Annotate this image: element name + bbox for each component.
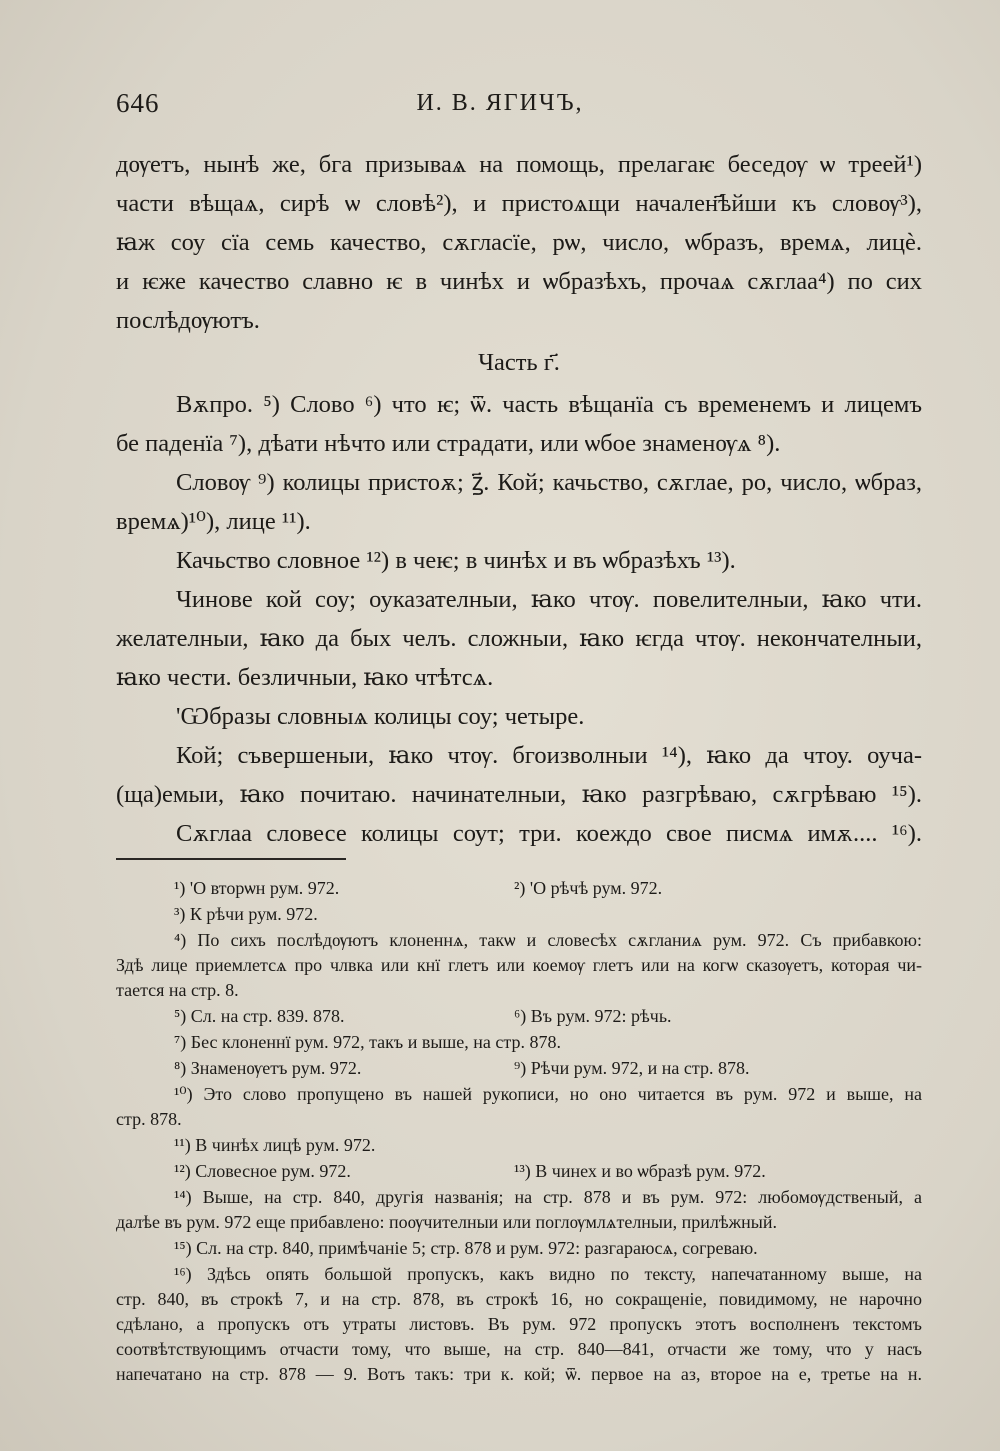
text-line: Чинове кой соу; оуказателныи, ꙗко чтѹ. повелителныи, ꙗко чти. [176, 586, 922, 613]
footnote: ⁴) По сихъ послѣдѹютъ клоненнѧ, такѡ и словесѣх сѫгланиѧ рум. 972. Съ прибавкою: [174, 930, 922, 950]
text-line: Словѹ ⁹) колицы пристоѫ; ꙁ҃. Кой; качьство, сѫглае, ро, число, ѡбраз, [176, 469, 922, 496]
text-line: дѹетъ, нынѣ же, бга призываѧ на помощь, прелагаѥ беседѹ ѡ треей¹) [116, 151, 922, 178]
text-line: Качьство словное ¹²) в чеѥ; в чинѣх и въ ѡбразѣхъ ¹³). [176, 547, 736, 574]
footnote-separator [116, 858, 346, 860]
text-line: ꙗж соу сїа семь качество, сѫгласїе, рѡ, число, ѡбразъ, времѧ, лицѐ. [116, 229, 922, 256]
footnote: далѣе въ рум. 972 еще прибавлено: поѹчителныи или поглѹмлѧтелныи, прилѣжный. [116, 1212, 777, 1232]
footnote: стр. 840, въ строкѣ 7, и на стр. 878, въ строкѣ 16, но сокращеніе, повидимому, не нарочно [116, 1289, 922, 1309]
footnote: ¹²) Словесное рум. 972. [174, 1161, 351, 1181]
footnote: ¹) 'О вторѡн рум. 972. [174, 878, 340, 898]
text-line: (ща)емыи, ꙗко почитаю. начинателныи, ꙗко разгрѣваю, сѫгрѣваю ¹⁵). [116, 781, 922, 808]
footnote: тается на стр. 8. [116, 980, 239, 1000]
running-head: И. В. ЯГИЧЪ, [416, 90, 584, 116]
page-number: 646 [116, 88, 160, 118]
footnote: ⁸) Знаменѹетъ рум. 972. [174, 1058, 362, 1078]
footnote: Здѣ лице приемлетсѧ про члвка или кнї глетъ или коемѹ глетъ или на когѡ сказѹетъ, которая чи- [116, 955, 922, 975]
footnote-row [174, 1004, 922, 1028]
text-line: части вѣщаѧ, сирѣ ѡ словѣ²), и пристоѧщи начален҃ѣйши къ словѹ³), [116, 190, 922, 217]
text-line: Сѫглаа словесе колицы соут; три. коеждо свое писмѧ имѫ.... ¹⁶). [176, 820, 922, 847]
footnote: ⁹) Рѣчи рум. 972, и на стр. 878. [514, 1058, 750, 1078]
footnote-row [174, 876, 922, 900]
footnote: соотвѣтствующимъ отчасти тому, что выше, на стр. 840—841, отчасти же тому, что у насъ [116, 1339, 922, 1359]
text-line: Вѫпро. ⁵) Слово ⁶) что ѥ; ѿ. часть вѣщанїа съ временемъ и лицемъ [176, 391, 922, 418]
footnote: ¹³) В чинех и во ѡбразѣ рум. 972. [514, 1161, 766, 1181]
footnote-row [174, 1056, 922, 1080]
footnote: ³) К рѣчи рум. 972. [174, 904, 318, 924]
footnote: напечатано на стр. 878 — 9. Вотъ такъ: три к. кой; ѿ. первое на аз, второе на е, третье на н. [116, 1364, 922, 1384]
footnote: ¹⁰) Это слово пропущено въ нашей рукописи, но оно читается въ рум. 972 и выше, на [174, 1084, 922, 1104]
footnote: ¹¹) В чинѣх лицѣ рум. 972. [174, 1135, 376, 1155]
footnote: ⁶) Въ рум. 972: рѣчь. [514, 1006, 672, 1026]
text-line: Кой; съвершеныи, ꙗко чтѹ. бгоизволныи ¹⁴), ꙗко да чтоу. оуча- [176, 742, 922, 769]
page-header [116, 88, 884, 124]
footnote: стр. 878. [116, 1109, 182, 1129]
text-line: ꙗко чести. безличныи, ꙗко чтѣтсѧ. [116, 664, 494, 691]
text-line: послѣдѹютъ. [116, 307, 260, 334]
text-line: и ѥже качество славно ѥ в чинѣх и ѡбразѣхъ, прочаѧ сѫглаа⁴) по сих [116, 268, 922, 295]
text-line: 'Ѡбразы словныѧ колицы соу; четыре. [176, 703, 585, 730]
footnote: ⁵) Сл. на стр. 839. 878. [174, 1006, 345, 1026]
footnote-row [174, 1159, 922, 1183]
footnote: ¹⁶) Здѣсь опять большой пропускъ, какъ видно по тексту, напечатанному выше, на [174, 1264, 922, 1284]
footnote: сдѣлано, а пропускъ отъ утраты листовъ. Въ рум. 972 пропускъ этотъ восполненъ текстомъ [116, 1314, 922, 1334]
footnote: ¹⁴) Выше, на стр. 840, другія названія; на стр. 878 и въ рум. 972: любомѹдственый, а [174, 1187, 922, 1207]
footnote: ¹⁵) Сл. на стр. 840, примѣчаніе 5; стр. 878 и рум. 972: разгараюсѧ, согреваю. [174, 1238, 758, 1258]
text-line: желателныи, ꙗко да бых челъ. сложныи, ꙗко ѥгда чтѹ. некончателныи, [116, 625, 922, 652]
section-heading: Часть г҃. [478, 349, 560, 376]
text-line: времѧ)¹⁰), лице ¹¹). [116, 508, 311, 535]
text-line: бе паденїа ⁷), дѣати нѣчто или страдати, или ѡбое знаменѹѧ ⁸). [116, 430, 781, 457]
footnote: ²) 'О рѣчѣ рум. 972. [514, 878, 663, 898]
footnote: ⁷) Бес клоненнї рум. 972, такъ и выше, на стр. 878. [174, 1032, 561, 1052]
